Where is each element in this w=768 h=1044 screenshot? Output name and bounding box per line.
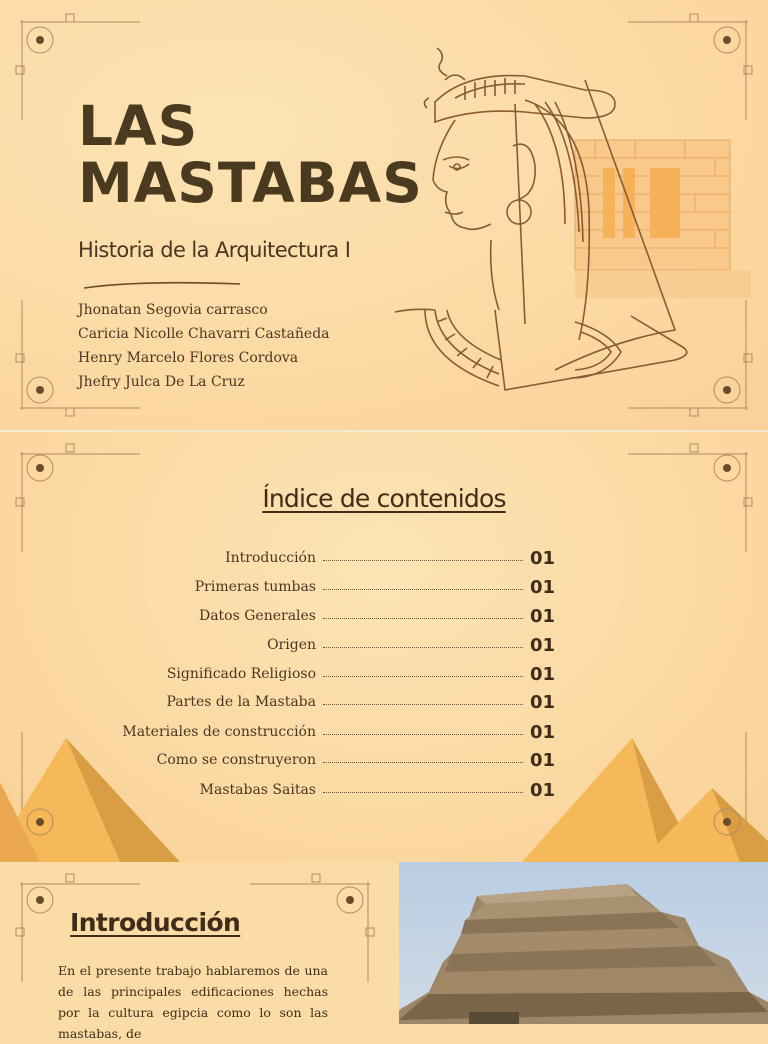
index-slide — [0, 432, 768, 862]
toc-row[interactable] — [0, 664, 768, 686]
cover-slide — [0, 0, 768, 432]
toc-label: Primeras tumbas — [194, 579, 316, 595]
toc-leader — [323, 589, 523, 590]
cover-title-line2: MASTABAS — [78, 151, 423, 215]
intro-slide — [0, 862, 768, 1041]
toc-leader — [323, 560, 523, 561]
pharaoh-illustration — [395, 40, 755, 400]
intro-title: Introducción — [70, 908, 241, 937]
toc-page: 01 — [530, 750, 556, 771]
toc-row[interactable] — [0, 606, 768, 628]
toc-row[interactable] — [0, 635, 768, 657]
toc-leader — [323, 676, 523, 677]
toc-leader — [323, 792, 523, 793]
toc-leader — [323, 762, 523, 763]
toc-row[interactable] — [0, 780, 768, 802]
toc-page: 01 — [530, 722, 556, 743]
toc-label: Significado Religioso — [166, 666, 316, 682]
toc-leader — [323, 618, 523, 619]
toc-leader — [323, 704, 523, 705]
toc-leader — [323, 734, 523, 735]
author-name: Jhonatan Segovia carrasco — [78, 302, 268, 318]
toc-label: Materiales de construcción — [122, 724, 316, 740]
temple-wall — [575, 140, 750, 298]
toc-row[interactable] — [0, 692, 768, 714]
toc-label: Partes de la Mastaba — [166, 694, 316, 710]
collar — [395, 309, 621, 386]
cover-title-line1: LAS — [78, 94, 199, 158]
toc-row[interactable] — [0, 722, 768, 744]
toc-row[interactable] — [0, 577, 768, 599]
toc-label: Introducción — [225, 550, 316, 566]
toc-label: Datos Generales — [198, 608, 316, 624]
toc-page: 01 — [530, 606, 556, 627]
index-title: Índice de contenidos — [262, 484, 506, 513]
toc-label: Como se construyeron — [156, 752, 316, 768]
toc-leader — [323, 647, 523, 648]
toc-row[interactable] — [0, 750, 768, 772]
toc-page: 01 — [530, 635, 556, 656]
author-list — [78, 298, 330, 394]
toc-page: 01 — [530, 577, 556, 598]
author-name: Caricia Nicolle Chavarri Castañeda — [78, 326, 330, 342]
cover-title — [78, 94, 423, 215]
toc-page: 01 — [530, 664, 556, 685]
cover-subtitle: Historia de la Arquitectura I — [78, 238, 351, 262]
intro-paragraph: En el presente trabajo hablaremos de una de las principales edificaciones hechas por la cultura egipcia como lo son las mastabas, de — [58, 963, 328, 1041]
toc-row[interactable] — [0, 548, 768, 570]
subtitle-swash — [82, 278, 242, 292]
toc-page: 01 — [530, 692, 556, 713]
toc-page: 01 — [530, 548, 556, 569]
toc-label: Origen — [267, 637, 316, 653]
step-pyramid-photo — [399, 862, 768, 1024]
author-name: Jhefry Julca De La Cruz — [78, 374, 245, 390]
toc-page: 01 — [530, 780, 556, 801]
toc-label: Mastabas Saitas — [199, 782, 316, 798]
author-name: Henry Marcelo Flores Cordova — [78, 350, 299, 366]
